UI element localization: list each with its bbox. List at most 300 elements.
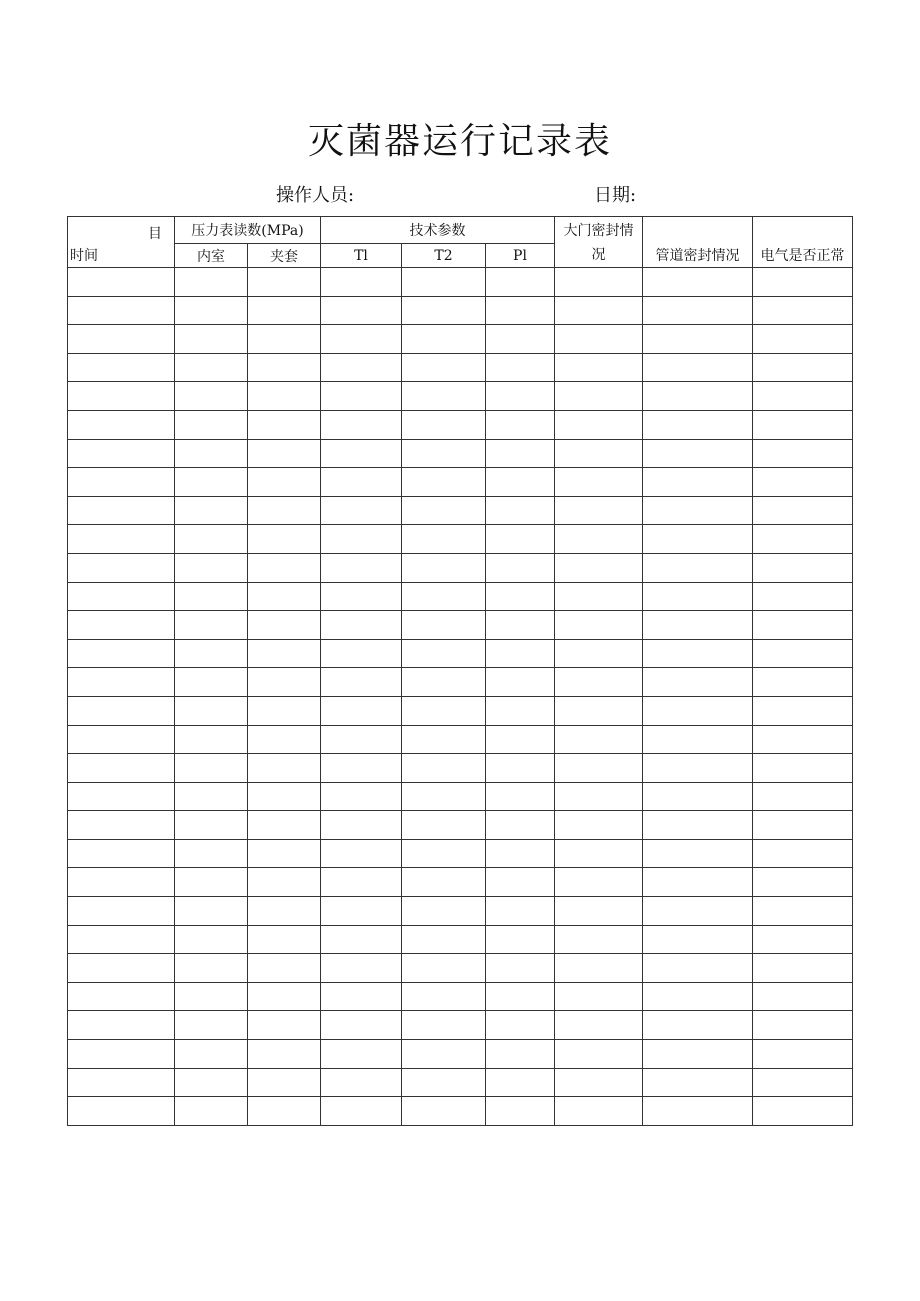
table-cell bbox=[402, 696, 486, 725]
table-cell bbox=[402, 639, 486, 668]
table-cell bbox=[753, 696, 853, 725]
table-cell bbox=[248, 782, 321, 811]
table-cell bbox=[175, 925, 248, 954]
table-cell bbox=[402, 982, 486, 1011]
table-cell bbox=[402, 811, 486, 840]
table-cell bbox=[402, 468, 486, 497]
table-cell bbox=[321, 1097, 402, 1126]
table-cell bbox=[248, 353, 321, 382]
table-cell bbox=[321, 754, 402, 783]
table-cell bbox=[643, 353, 753, 382]
date-label: 日期: bbox=[594, 185, 637, 206]
table-cell bbox=[486, 325, 555, 354]
table-cell bbox=[248, 410, 321, 439]
table-cell bbox=[753, 1040, 853, 1069]
table-cell bbox=[402, 868, 486, 897]
table-cell bbox=[643, 325, 753, 354]
table-cell bbox=[753, 468, 853, 497]
table-cell bbox=[175, 868, 248, 897]
table-cell bbox=[486, 296, 555, 325]
table-cell bbox=[643, 1068, 753, 1097]
table-cell bbox=[555, 868, 643, 897]
table-row bbox=[68, 639, 853, 668]
table-row bbox=[68, 811, 853, 840]
table-cell bbox=[753, 296, 853, 325]
table-cell bbox=[68, 754, 175, 783]
page-title: 灭菌器运行记录表 bbox=[307, 121, 612, 162]
table-cell bbox=[753, 982, 853, 1011]
table-cell bbox=[68, 639, 175, 668]
table-cell bbox=[321, 325, 402, 354]
table-cell bbox=[68, 839, 175, 868]
table-row bbox=[68, 439, 853, 468]
table-cell bbox=[555, 925, 643, 954]
table-cell bbox=[486, 839, 555, 868]
table-cell bbox=[486, 353, 555, 382]
table-cell bbox=[248, 268, 321, 297]
table-cell bbox=[175, 353, 248, 382]
table-row bbox=[68, 353, 853, 382]
table-cell bbox=[68, 611, 175, 640]
table-cell bbox=[753, 496, 853, 525]
table-cell bbox=[753, 754, 853, 783]
table-cell bbox=[321, 868, 402, 897]
table-cell bbox=[753, 268, 853, 297]
table-cell bbox=[175, 811, 248, 840]
table-cell bbox=[402, 439, 486, 468]
table-row bbox=[68, 325, 853, 354]
table-cell bbox=[68, 696, 175, 725]
table-cell bbox=[555, 1040, 643, 1069]
table-cell bbox=[321, 268, 402, 297]
table-cell bbox=[753, 439, 853, 468]
table-cell bbox=[68, 1040, 175, 1069]
table-cell bbox=[175, 496, 248, 525]
table-cell bbox=[321, 553, 402, 582]
electric-normal-header: 电气是否正常 bbox=[753, 217, 853, 268]
table-cell bbox=[175, 696, 248, 725]
table-cell bbox=[643, 982, 753, 1011]
table-cell bbox=[175, 725, 248, 754]
table-cell bbox=[486, 782, 555, 811]
table-cell bbox=[248, 696, 321, 725]
table-cell bbox=[175, 382, 248, 411]
tech-group-header: 技术参数 bbox=[321, 217, 555, 244]
table-cell bbox=[643, 696, 753, 725]
table-cell bbox=[753, 868, 853, 897]
table-cell bbox=[486, 1097, 555, 1126]
table-cell bbox=[753, 611, 853, 640]
table-row bbox=[68, 382, 853, 411]
table-cell bbox=[402, 496, 486, 525]
table-cell bbox=[402, 611, 486, 640]
table-cell bbox=[175, 839, 248, 868]
table-cell bbox=[68, 325, 175, 354]
table-cell bbox=[321, 1011, 402, 1040]
table-cell bbox=[175, 268, 248, 297]
table-cell bbox=[643, 925, 753, 954]
table-cell bbox=[643, 839, 753, 868]
table-cell bbox=[486, 410, 555, 439]
table-cell bbox=[486, 496, 555, 525]
table-cell bbox=[643, 754, 753, 783]
table-cell bbox=[555, 696, 643, 725]
table-cell bbox=[402, 1068, 486, 1097]
table-cell bbox=[321, 468, 402, 497]
table-cell bbox=[753, 811, 853, 840]
table-body bbox=[68, 217, 853, 1126]
table-cell bbox=[402, 754, 486, 783]
table-cell bbox=[402, 925, 486, 954]
table-cell bbox=[555, 325, 643, 354]
table-cell bbox=[68, 553, 175, 582]
operator-label: 操作人员: bbox=[276, 185, 355, 206]
table-cell bbox=[555, 553, 643, 582]
table-cell bbox=[175, 639, 248, 668]
table-cell bbox=[643, 382, 753, 411]
table-cell bbox=[486, 925, 555, 954]
table-cell bbox=[555, 1011, 643, 1040]
table-cell bbox=[555, 639, 643, 668]
pressure-group-header: 压力表读数(MPa) bbox=[175, 217, 321, 244]
table-cell bbox=[321, 1068, 402, 1097]
table-cell bbox=[321, 925, 402, 954]
table-cell bbox=[402, 1011, 486, 1040]
table-cell bbox=[68, 1011, 175, 1040]
table-cell bbox=[753, 782, 853, 811]
table-cell bbox=[402, 1040, 486, 1069]
table-cell bbox=[643, 1011, 753, 1040]
table-cell bbox=[321, 982, 402, 1011]
table-cell bbox=[555, 268, 643, 297]
table-row bbox=[68, 525, 853, 554]
corner-label-time: 时间 bbox=[70, 248, 98, 264]
table-cell bbox=[248, 839, 321, 868]
record-table bbox=[67, 216, 853, 1126]
table-cell bbox=[248, 668, 321, 697]
table-cell bbox=[486, 725, 555, 754]
table-cell bbox=[555, 954, 643, 983]
col-header-inner-chamber: 内室 bbox=[175, 244, 248, 268]
table-row bbox=[68, 982, 853, 1011]
table-cell bbox=[643, 582, 753, 611]
table-cell bbox=[486, 868, 555, 897]
table-cell bbox=[643, 410, 753, 439]
table-cell bbox=[402, 296, 486, 325]
table-cell bbox=[555, 839, 643, 868]
table-cell bbox=[321, 725, 402, 754]
table-cell bbox=[753, 668, 853, 697]
table-row bbox=[68, 1011, 853, 1040]
table-cell bbox=[321, 496, 402, 525]
table-cell bbox=[643, 611, 753, 640]
col-header-p1: Pl bbox=[486, 244, 555, 268]
table-cell bbox=[555, 897, 643, 926]
table-row bbox=[68, 839, 853, 868]
table-row bbox=[68, 268, 853, 297]
table-cell bbox=[753, 410, 853, 439]
table-cell bbox=[753, 839, 853, 868]
table-cell bbox=[555, 1097, 643, 1126]
table-cell bbox=[402, 525, 486, 554]
table-row bbox=[68, 496, 853, 525]
table-cell bbox=[753, 553, 853, 582]
table-cell bbox=[402, 839, 486, 868]
table-row bbox=[68, 925, 853, 954]
table-cell bbox=[175, 1097, 248, 1126]
table-cell bbox=[643, 553, 753, 582]
table-cell bbox=[68, 954, 175, 983]
table-cell bbox=[248, 982, 321, 1011]
table-cell bbox=[175, 325, 248, 354]
table-cell bbox=[68, 353, 175, 382]
table-cell bbox=[643, 954, 753, 983]
table-cell bbox=[175, 897, 248, 926]
table-cell bbox=[248, 1040, 321, 1069]
table-cell bbox=[643, 525, 753, 554]
table-cell bbox=[555, 782, 643, 811]
gate-seal-line-2: 况 bbox=[591, 247, 606, 263]
table-row bbox=[68, 410, 853, 439]
table-cell bbox=[753, 582, 853, 611]
table-cell bbox=[486, 553, 555, 582]
table-cell bbox=[321, 954, 402, 983]
table-row bbox=[68, 696, 853, 725]
table-cell bbox=[68, 525, 175, 554]
table-cell bbox=[248, 296, 321, 325]
table-cell bbox=[248, 725, 321, 754]
table-row bbox=[68, 754, 853, 783]
table-cell bbox=[248, 868, 321, 897]
table-cell bbox=[486, 982, 555, 1011]
table-cell bbox=[321, 410, 402, 439]
table-cell bbox=[68, 725, 175, 754]
col-header-jacket: 夹套 bbox=[248, 244, 321, 268]
table-cell bbox=[68, 382, 175, 411]
table-row bbox=[68, 296, 853, 325]
table-cell bbox=[175, 1040, 248, 1069]
table-cell bbox=[753, 725, 853, 754]
table-cell bbox=[175, 410, 248, 439]
table-row bbox=[68, 897, 853, 926]
table-cell bbox=[555, 525, 643, 554]
table-row bbox=[68, 725, 853, 754]
table-cell bbox=[321, 696, 402, 725]
gate-seal-header bbox=[555, 217, 643, 268]
pipe-seal-header: 管道密封情况 bbox=[643, 217, 753, 268]
table-cell bbox=[753, 1097, 853, 1126]
table-cell bbox=[248, 897, 321, 926]
table-cell bbox=[402, 668, 486, 697]
table-row bbox=[68, 954, 853, 983]
table-cell bbox=[486, 611, 555, 640]
table-cell bbox=[248, 954, 321, 983]
table-cell bbox=[321, 382, 402, 411]
header-row-1 bbox=[68, 217, 853, 244]
table-cell bbox=[555, 410, 643, 439]
table-cell bbox=[175, 954, 248, 983]
table-cell bbox=[486, 1068, 555, 1097]
table-cell bbox=[643, 496, 753, 525]
table-cell bbox=[321, 525, 402, 554]
table-cell bbox=[643, 439, 753, 468]
table-cell bbox=[68, 582, 175, 611]
table-cell bbox=[321, 353, 402, 382]
table-cell bbox=[555, 668, 643, 697]
table-cell bbox=[175, 582, 248, 611]
table-cell bbox=[555, 382, 643, 411]
table-cell bbox=[321, 296, 402, 325]
table-cell bbox=[753, 639, 853, 668]
table-cell bbox=[175, 525, 248, 554]
table-cell bbox=[486, 268, 555, 297]
table-cell bbox=[643, 468, 753, 497]
table-row bbox=[68, 553, 853, 582]
table-cell bbox=[68, 410, 175, 439]
table-cell bbox=[753, 1011, 853, 1040]
table-cell bbox=[643, 1040, 753, 1069]
table-cell bbox=[68, 868, 175, 897]
table-cell bbox=[643, 782, 753, 811]
gate-seal-line-1: 大门密封情 bbox=[563, 223, 634, 239]
table-cell bbox=[68, 811, 175, 840]
table-cell bbox=[486, 754, 555, 783]
table-cell bbox=[175, 553, 248, 582]
table-cell bbox=[555, 582, 643, 611]
table-cell bbox=[248, 1011, 321, 1040]
table-cell bbox=[248, 468, 321, 497]
col-header-t2: T2 bbox=[402, 244, 486, 268]
table-row bbox=[68, 1097, 853, 1126]
table-cell bbox=[555, 1068, 643, 1097]
table-cell bbox=[321, 582, 402, 611]
table-cell bbox=[68, 1097, 175, 1126]
table-cell bbox=[753, 954, 853, 983]
table-cell bbox=[555, 439, 643, 468]
table-cell bbox=[175, 611, 248, 640]
table-cell bbox=[175, 982, 248, 1011]
table-cell bbox=[643, 1097, 753, 1126]
table-cell bbox=[68, 1068, 175, 1097]
table-cell bbox=[68, 982, 175, 1011]
table-cell bbox=[402, 782, 486, 811]
table-cell bbox=[248, 553, 321, 582]
table-cell bbox=[68, 925, 175, 954]
table-cell bbox=[753, 353, 853, 382]
table-cell bbox=[402, 897, 486, 926]
table-cell bbox=[321, 439, 402, 468]
table-cell bbox=[402, 954, 486, 983]
table-cell bbox=[402, 725, 486, 754]
table-cell bbox=[175, 296, 248, 325]
table-cell bbox=[248, 496, 321, 525]
table-cell bbox=[486, 382, 555, 411]
table-cell bbox=[753, 325, 853, 354]
table-cell bbox=[486, 1011, 555, 1040]
table-cell bbox=[555, 496, 643, 525]
table-cell bbox=[68, 296, 175, 325]
table-cell bbox=[486, 582, 555, 611]
table-cell bbox=[248, 1097, 321, 1126]
table-row bbox=[68, 1068, 853, 1097]
table-cell bbox=[68, 897, 175, 926]
table-cell bbox=[486, 668, 555, 697]
table-cell bbox=[175, 668, 248, 697]
table-cell bbox=[248, 582, 321, 611]
table-cell bbox=[402, 553, 486, 582]
table-cell bbox=[248, 439, 321, 468]
table-cell bbox=[555, 725, 643, 754]
table-cell bbox=[402, 268, 486, 297]
table-cell bbox=[175, 1011, 248, 1040]
table-cell bbox=[486, 954, 555, 983]
table-cell bbox=[643, 668, 753, 697]
table-cell bbox=[643, 268, 753, 297]
table-cell bbox=[175, 782, 248, 811]
table-cell bbox=[68, 468, 175, 497]
table-row bbox=[68, 611, 853, 640]
table-cell bbox=[321, 1040, 402, 1069]
table-cell bbox=[68, 268, 175, 297]
table-cell bbox=[402, 410, 486, 439]
table-cell bbox=[555, 353, 643, 382]
table-cell bbox=[753, 925, 853, 954]
table-cell bbox=[402, 382, 486, 411]
col-header-t1: Tl bbox=[321, 244, 402, 268]
table-cell bbox=[402, 325, 486, 354]
table-cell bbox=[321, 668, 402, 697]
table-cell bbox=[68, 496, 175, 525]
table-cell bbox=[643, 897, 753, 926]
table-cell bbox=[321, 782, 402, 811]
table-cell bbox=[486, 439, 555, 468]
table-row bbox=[68, 868, 853, 897]
table-cell bbox=[753, 1068, 853, 1097]
table-row bbox=[68, 1040, 853, 1069]
table-cell bbox=[402, 1097, 486, 1126]
table-cell bbox=[175, 439, 248, 468]
table-cell bbox=[321, 639, 402, 668]
table-cell bbox=[321, 897, 402, 926]
table-cell bbox=[248, 525, 321, 554]
corner-header-cell bbox=[68, 217, 175, 268]
table-cell bbox=[555, 982, 643, 1011]
table-cell bbox=[643, 725, 753, 754]
table-cell bbox=[248, 639, 321, 668]
table-cell bbox=[643, 811, 753, 840]
table-cell bbox=[402, 353, 486, 382]
table-cell bbox=[248, 925, 321, 954]
table-cell bbox=[175, 754, 248, 783]
table-cell bbox=[555, 754, 643, 783]
table-cell bbox=[643, 868, 753, 897]
table-cell bbox=[175, 468, 248, 497]
table-cell bbox=[248, 754, 321, 783]
table-row bbox=[68, 582, 853, 611]
table-cell bbox=[486, 1040, 555, 1069]
table-cell bbox=[753, 382, 853, 411]
table-cell bbox=[486, 897, 555, 926]
table-cell bbox=[753, 525, 853, 554]
table-cell bbox=[486, 525, 555, 554]
table-row bbox=[68, 468, 853, 497]
table-cell bbox=[555, 468, 643, 497]
corner-label-item: 目 bbox=[148, 226, 162, 242]
table-cell bbox=[175, 1068, 248, 1097]
table-cell bbox=[321, 611, 402, 640]
table-row bbox=[68, 668, 853, 697]
table-cell bbox=[486, 696, 555, 725]
